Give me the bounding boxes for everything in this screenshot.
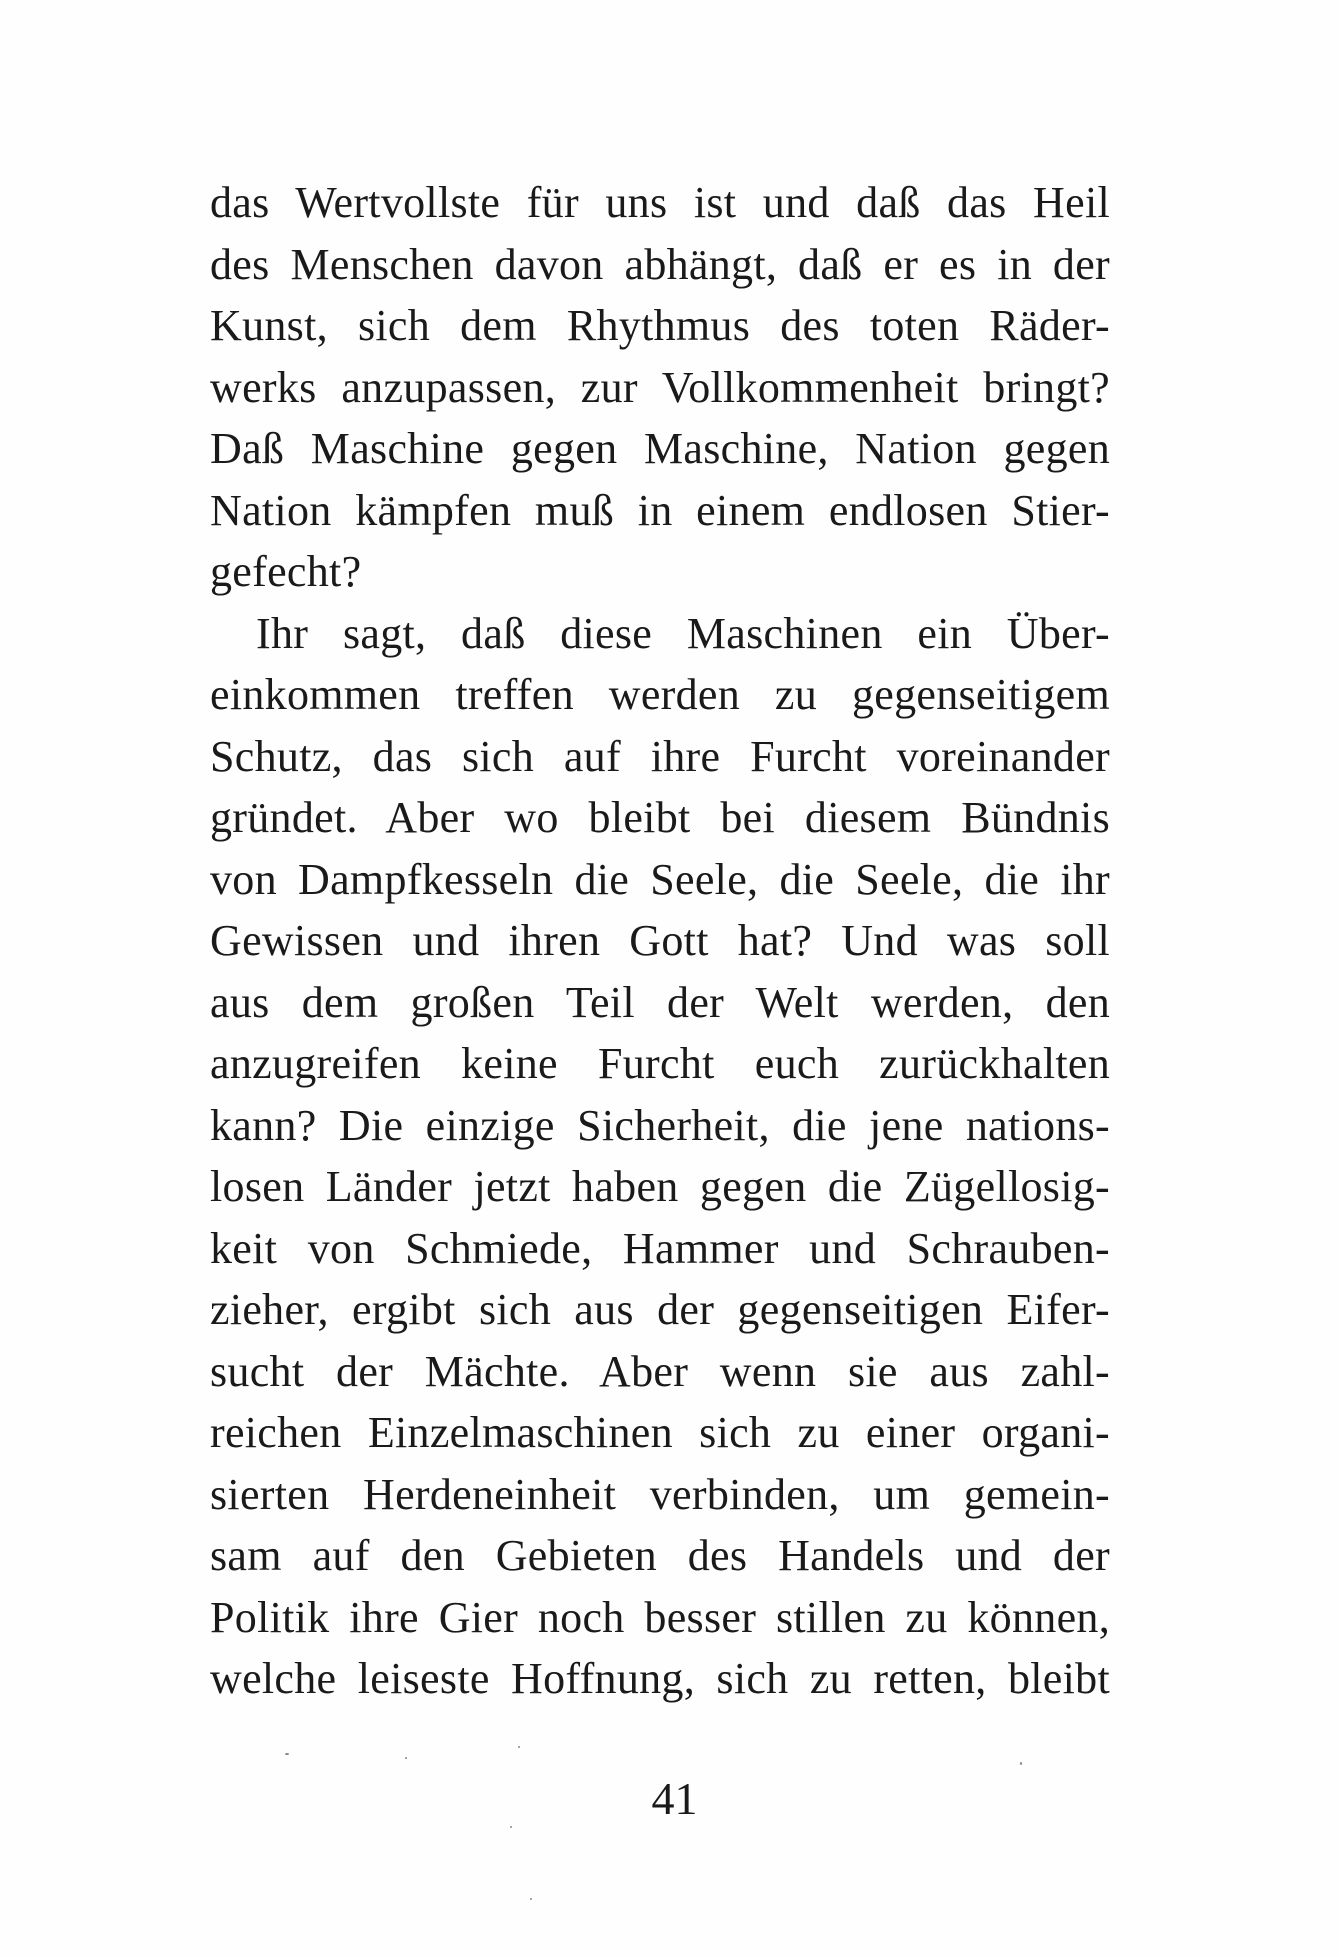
text-line: anzugreifen keine Furcht euch zurückhalten — [210, 1039, 1110, 1088]
scan-speck — [405, 1757, 407, 1759]
scan-speck — [518, 1746, 520, 1748]
text-line: aus dem großen Teil der Welt werden, den — [210, 977, 1110, 1027]
text-line: kann? Die einzige Sicherheit, die jene nations- — [210, 1100, 1110, 1150]
text-line: sierten Herdeneinheit verbinden, um gemein- — [210, 1469, 1110, 1519]
text-line: welche leiseste Hoffnung, sich zu retten, bleibt — [210, 1654, 1110, 1703]
text-line: werks anzupassen, zur Vollkommenheit bringt? — [210, 362, 1110, 412]
text-line: zieher, ergibt sich aus der gegenseitigen Eifer- — [210, 1285, 1110, 1334]
scan-speck — [510, 1826, 512, 1828]
text-line: einkommen treffen werden zu gegenseitigem — [210, 670, 1110, 719]
scan-speck — [285, 1753, 289, 1755]
text-line: das Wertvollste für uns ist und daß das Heil — [210, 178, 1110, 227]
text-line: keit von Schmiede, Hammer und Schrauben- — [210, 1223, 1110, 1273]
text-line: Ihr sagt, daß diese Maschinen ein Über- — [256, 608, 1110, 658]
scan-speck — [530, 1898, 532, 1900]
text-line: sam auf den Gebieten des Handels und der — [210, 1531, 1110, 1580]
text-line: sucht der Mächte. Aber wenn sie aus zahl- — [210, 1346, 1110, 1396]
text-line: gefecht? — [210, 547, 362, 596]
text-line: gründet. Aber wo bleibt bei diesem Bündnis — [210, 793, 1110, 842]
text-line: Politik ihre Gier noch besser stillen zu können, — [210, 1592, 1110, 1642]
text-line: Nation kämpfen muß in einem endlosen Stier- — [210, 485, 1110, 535]
text-line: Schutz, das sich auf ihre Furcht voreinander — [210, 731, 1110, 781]
text-line: des Menschen davon abhängt, daß er es in der — [210, 239, 1110, 289]
body-text — [210, 172, 1110, 1710]
text-line: Daß Maschine gegen Maschine, Nation gegen — [210, 424, 1110, 473]
text-line: von Dampfkesseln die Seele, die Seele, die ihr — [210, 854, 1110, 904]
scan-speck — [1020, 1762, 1022, 1765]
text-line: Gewissen und ihren Gott hat? Und was soll — [210, 916, 1110, 965]
page-number: 41 — [651, 1773, 698, 1824]
text-line: Kunst, sich dem Rhythmus des toten Räder- — [210, 301, 1110, 350]
text-line: reichen Einzelmaschinen sich zu einer organi- — [210, 1408, 1110, 1457]
text-line: losen Länder jetzt haben gegen die Zügellosig- — [210, 1162, 1110, 1211]
